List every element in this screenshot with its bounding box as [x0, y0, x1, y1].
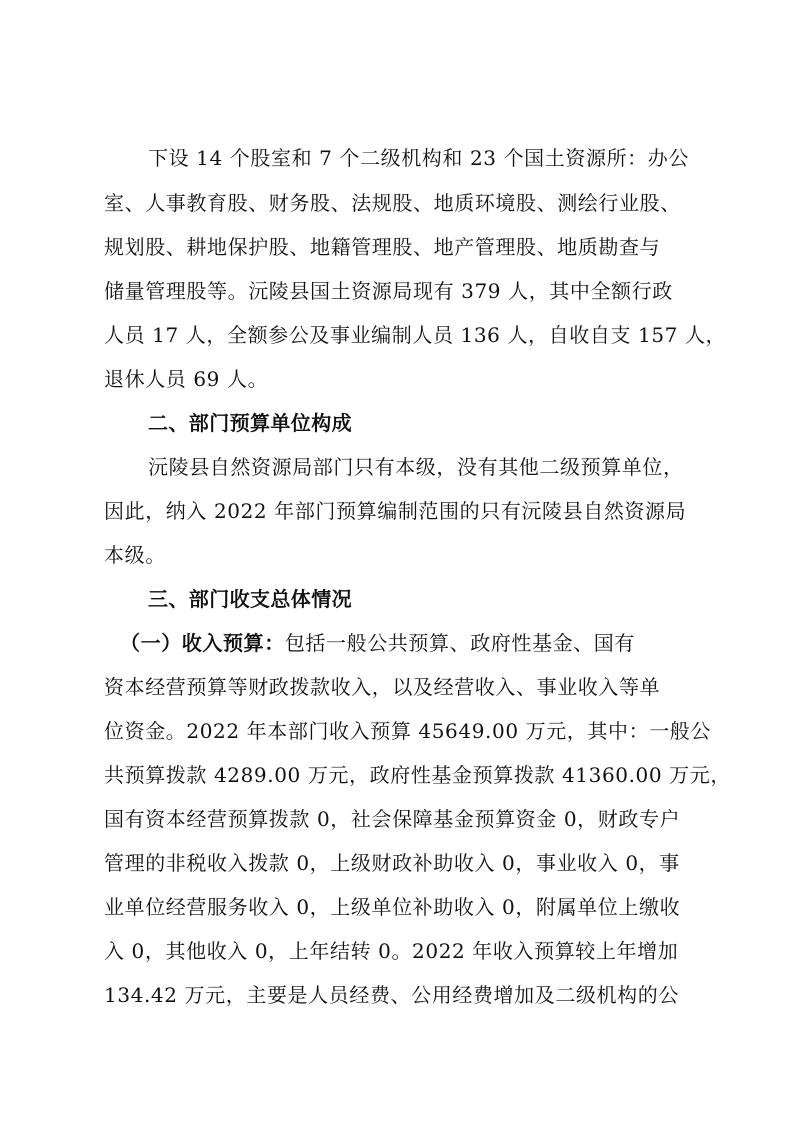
paragraph-line: 人员 17 人，全额参公及事业编制人员 136 人，自收自支 157 人，: [104, 323, 727, 347]
paragraph-line: 规划股、耕地保护股、地籍管理股、地产管理股、地质勘查与: [104, 235, 661, 259]
paragraph-line: 本级。: [104, 543, 166, 567]
paragraph-line: 管理的非税收入拨款 0，上级财政补助收入 0，事业收入 0，事: [104, 851, 680, 875]
paragraph-line: 134.42 万元，主要是人员经费、公用经费增加及二级机构的公: [104, 983, 679, 1007]
paragraph-line: 沅陵县自然资源局部门只有本级，没有其他二级预算单位，: [148, 455, 684, 479]
paragraph-line: 位资金。2022 年本部门收入预算 45649.00 万元，其中：一般公: [104, 719, 711, 743]
section-heading: 三、部门收支总体情况: [148, 587, 352, 611]
paragraph-line: 入 0，其他收入 0，上年结转 0。2022 年收入预算较上年增加: [104, 939, 679, 963]
paragraph-line: 因此，纳入 2022 年部门预算编制范围的只有沅陵县自然资源局: [104, 499, 687, 523]
paragraph-lead-line: [120, 628, 710, 658]
paragraph-line: 国有资本经营预算拨款 0，社会保障基金预算资金 0，财政专户: [104, 807, 681, 831]
paragraph-line: 下设 14 个股室和 7 个二级机构和 23 个国土资源所：办公: [148, 146, 689, 170]
paragraph-line: 退休人员 69 人。: [104, 367, 269, 391]
paragraph-line: 共预算拨款 4289.00 万元，政府性基金预算拨款 41360.00 万元，: [104, 763, 731, 787]
paragraph-line: 储量管理股等。沅陵县国土资源局现有 379 人，其中全额行政: [104, 279, 673, 303]
subsection-label: （一）收入预算：: [120, 631, 285, 655]
paragraph-lead-text: 包括一般公共预算、政府性基金、国有: [284, 631, 636, 655]
paragraph-line: 室、人事教育股、财务股、法规股、地质环境股、测绘行业股、: [104, 191, 681, 215]
section-heading: 二、部门预算单位构成: [148, 411, 352, 435]
paragraph-line: 资本经营预算等财政拨款收入，以及经营收入、事业收入等单: [104, 675, 661, 699]
paragraph-line: 业单位经营服务收入 0，上级单位补助收入 0，附属单位上缴收: [104, 895, 681, 919]
